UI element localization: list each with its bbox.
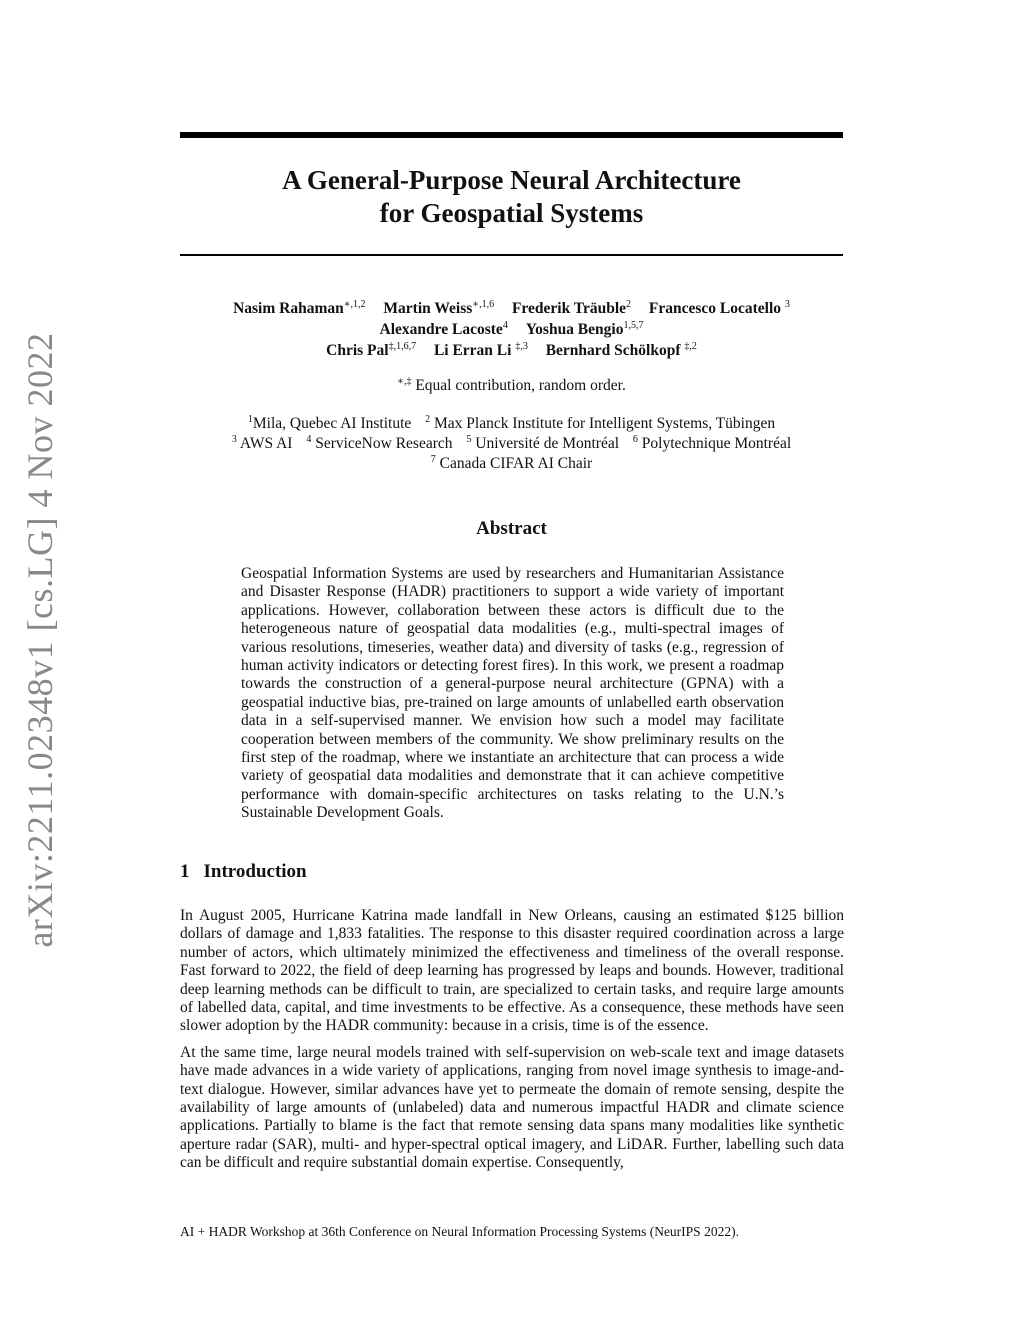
author: Alexandre Lacoste$^4$ bbox=[379, 320, 508, 338]
title-line-2: for Geospatial Systems bbox=[379, 198, 644, 228]
author: Francesco Locatello $^3$ bbox=[648, 299, 790, 317]
author-line-1 bbox=[180, 298, 843, 319]
author: Nasim Rahaman$^{∗,1,2}$ bbox=[233, 299, 366, 317]
author: Yoshua Bengio$^{1,5,7}$ bbox=[525, 320, 644, 338]
author-line-3 bbox=[180, 340, 843, 361]
author: Martin Weiss$^{∗,1,6}$ bbox=[383, 299, 495, 317]
affiliation-line-3 bbox=[180, 454, 843, 474]
affiliation: $^2$ Max Planck Institute for Intelligent Systems, Tübingen bbox=[425, 414, 776, 432]
affiliation: $^6$ Polytechnique Montréal bbox=[632, 434, 792, 452]
affiliation: $^7$ Canada CIFAR AI Chair bbox=[430, 454, 593, 472]
paragraph: At the same time, large neural models trained with self-supervision on web-scale text and image datasets have made advances in a wide variety of applications, ranging from novel image synthesis to image-and-text dialogue. However, similar advances have yet to permeate the domain of remote sensing, despite the availability of large amounts of (unlabeled) data and numerous impactful HADR and climate science applications. Partially to blame is the fact that remote sensing data spans many modalities like synthetic aperture radar (SAR), multi- and hyper-spectral optical imagery, and LiDAR. Further, labelling such data can be difficult and require substantial domain expertise. Consequently, bbox=[180, 1043, 844, 1172]
author-list bbox=[180, 298, 843, 361]
author: Frederik Träuble$^2$ bbox=[511, 299, 632, 317]
abstract-body: Geospatial Information Systems are used by researchers and Humanitarian Assistance and Disaster Response (HADR) practitioners to support a wide variety of important applications. However, collaboration between these actors is difficult due to the heterogeneous nature of geospatial data modalities (e.g., multi-spectral images of various resolutions, timeseries, weather data) and diversity of tasks (e.g., regression of human activity indicators or detecting forest fires). In this work, we present a roadmap towards the construction of a general-purpose neural architecture (GPNA) with a geospatial inductive bias, pre-trained on large amounts of unlabelled earth observation data in a self-supervised manner. We envision how such a model may facilitate cooperation between members of the community. We show preliminary results on the first step of the roadmap, where we instantiate an architecture that can process a wide variety of geospatial data modalities and demonstrate that it can achieve competitive performance with domain-specific architectures on tasks relating to the U.N.’s Sustainable Development Goals. bbox=[241, 565, 784, 822]
section-number: 1 bbox=[180, 861, 190, 882]
affiliation-line-1 bbox=[180, 414, 843, 434]
affiliation-list bbox=[180, 414, 843, 474]
author-line-2 bbox=[180, 319, 843, 340]
paper-title bbox=[180, 164, 843, 230]
section-heading bbox=[180, 861, 307, 883]
affiliation-line-2 bbox=[180, 434, 843, 454]
affiliation: $^3$ AWS AI bbox=[231, 434, 293, 452]
author: Li Erran Li $^{\ddagger,3}$ bbox=[433, 341, 528, 359]
affiliation: $^1$Mila, Quebec AI Institute bbox=[247, 414, 412, 432]
abstract-heading: Abstract bbox=[476, 518, 547, 539]
affiliation: $^5$ Université de Montréal bbox=[466, 434, 620, 452]
title-top-rule bbox=[180, 132, 843, 138]
venue-footnote: AI + HADR Workshop at 36th Conference on Neural Information Processing Systems (NeurIPS 2022). bbox=[180, 1224, 739, 1239]
section-title: Introduction bbox=[203, 861, 307, 882]
equal-contribution-note: ∗,‡ Equal contribution, random order. bbox=[397, 376, 626, 394]
arxiv-identifier-stamp: arXiv:2211.02348v1 [cs.LG] 4 Nov 2022 bbox=[20, 332, 60, 948]
author: Bernhard Schölkopf $^{\ddagger,2}$ bbox=[545, 341, 697, 359]
affiliation: $^4$ ServiceNow Research bbox=[306, 434, 453, 452]
author: Chris Pal$^{\ddagger,1,6,7}$ bbox=[326, 341, 417, 359]
title-bottom-rule bbox=[180, 254, 843, 256]
introduction-body bbox=[180, 907, 844, 1181]
title-line-1: A General-Purpose Neural Architecture bbox=[282, 165, 741, 195]
paragraph: In August 2005, Hurricane Katrina made landfall in New Orleans, causing an estimated $125 billion dollars of damage and 1,833 fatalities. The response to this disaster required coordination across a large number of actors, which ultimately minimized the effectiveness and timeliness of the overall response. Fast forward to 2022, the field of deep learning has progressed by leaps and bounds. However, traditional deep learning methods can be difficult to train, are specialized to certain tasks, and require large amounts of labelled data, capital, and time investments to be effective. As a consequence, these methods have seen slower adoption by the HADR community: because in a crisis, time is of the essence. bbox=[180, 907, 844, 1035]
